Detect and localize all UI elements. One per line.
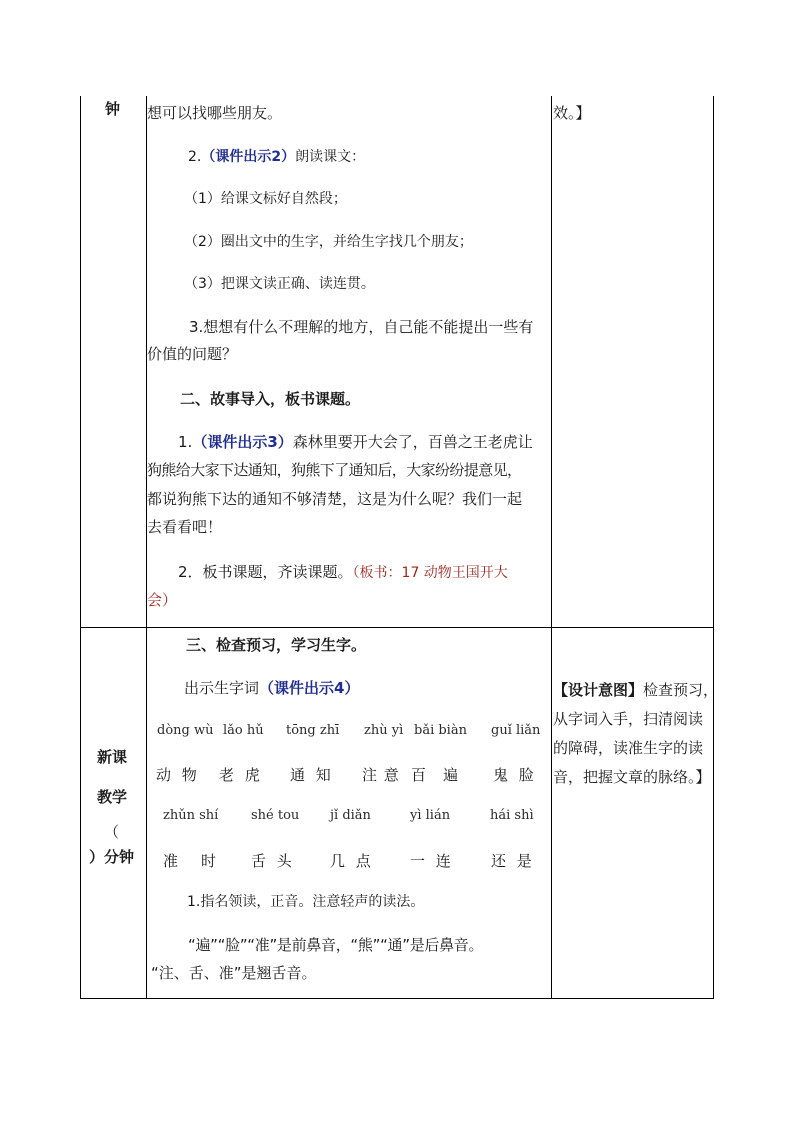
line-7: 价值的问题？ xyxy=(147,345,238,363)
pinyin-1-4: zhù yì xyxy=(364,723,404,738)
para-2-board-a: （板书：17 动物王国开大 xyxy=(352,565,508,581)
pinyin-1-5: bǎi biàn xyxy=(414,723,467,738)
vline-col1 xyxy=(146,96,147,999)
line-1: 想可以找哪些朋友。 xyxy=(147,104,283,122)
heading-2: 二、故事导入，板书课题。 xyxy=(180,390,361,408)
para-2-line-1 xyxy=(178,562,508,583)
pinyin-2-5: hái shì xyxy=(490,808,534,823)
pinyin-2-3: jǐ diǎn xyxy=(330,808,371,823)
para-1-tag: （课件出示3） xyxy=(192,433,293,451)
design-intent-line-2: 从字词入手，扫清阅读 xyxy=(553,710,704,728)
note-2-line-1: “遍”“脸”“准”是前鼻音，“熊”“通”是后鼻音。 xyxy=(188,936,484,954)
design-intent-tag: 【设计意图】 xyxy=(553,681,644,699)
line-2 xyxy=(188,147,365,167)
hanzi-1-3: 通 知 xyxy=(290,766,331,784)
pinyin-2-2: shé tou xyxy=(251,808,300,823)
pinyin-1-2: lǎo hǔ xyxy=(223,723,264,738)
right-cell-text: 效。】 xyxy=(553,104,591,122)
hanzi-1-1: 动 物 xyxy=(156,766,197,784)
pinyin-1-3: tōng zhī xyxy=(286,723,340,738)
hanzi-1-5: 百 xyxy=(411,766,427,784)
words-label: 出示生字词 xyxy=(184,679,260,697)
hanzi-2-3: 舌 头 xyxy=(251,852,292,870)
hanzi-2-2: 时 xyxy=(201,852,217,870)
hanzi-2-5: 一 连 xyxy=(410,852,451,870)
line-5: （3）把课文读正确、读连贯。 xyxy=(184,276,375,292)
line-6: 3.想想有什么不理解的地方，自己能不能提出一些有 xyxy=(189,318,534,336)
left-cell-d: ）分钟 xyxy=(89,848,135,866)
para-1-line-2: 狗熊给大家下达通知，狗熊下了通知后，大家纷纷提意见， xyxy=(147,461,522,479)
hanzi-1-4: 注 意 xyxy=(362,766,399,784)
para-2-board-b: 会） xyxy=(147,591,178,609)
line-2-num: 2. xyxy=(188,149,202,165)
line-2-tag: （课件出示2） xyxy=(201,149,296,165)
para-1-text-a: 森林里要开大会了，百兽之王老虎让 xyxy=(292,433,533,451)
pinyin-2-1: zhǔn shí xyxy=(163,808,219,823)
hline-bottom xyxy=(80,998,714,999)
hanzi-2-6: 还 是 xyxy=(491,852,532,870)
vline-left-outer-top xyxy=(80,96,81,628)
hanzi-2-1: 准 xyxy=(163,852,179,870)
words-tag: （课件出示4） xyxy=(259,679,360,697)
note-1: 1.指名领读，正音。注意轻声的读法。 xyxy=(187,894,425,910)
hline-row-divider xyxy=(80,627,714,628)
para-1-num: 1. xyxy=(178,433,193,451)
pinyin-1-1: dòng wù xyxy=(157,723,214,738)
hanzi-2-4: 几 点 xyxy=(330,852,371,870)
hanzi-1-2: 老 虎 xyxy=(219,766,260,784)
pinyin-2-4: yì lián xyxy=(410,808,451,823)
design-intent-a: 检查预习， xyxy=(643,681,719,699)
para-1-line-4: 去看看吧！ xyxy=(147,518,223,536)
design-intent-line-1 xyxy=(553,680,718,700)
left-cell-b: 教学 xyxy=(97,788,128,806)
hanzi-1-7: 鬼 脸 xyxy=(493,766,534,784)
line-3: （1）给课文标好自然段； xyxy=(184,191,347,207)
para-1-line-1 xyxy=(178,432,533,452)
note-2-line-2: “注、舌、准”是翘舌音。 xyxy=(151,964,317,982)
left-cell-char: 钟 xyxy=(105,100,121,118)
design-intent-line-4: 音，把握文章的脉络。】 xyxy=(553,768,711,786)
pinyin-1-6: guǐ liǎn xyxy=(491,723,541,738)
line-4: （2）圈出文中的生字，并给生字找几个朋友； xyxy=(184,234,473,250)
vline-left-outer-bottom xyxy=(80,628,81,999)
vline-right-outer xyxy=(713,96,714,999)
design-intent-line-3: 的障碍，读准生字的读 xyxy=(553,739,704,757)
line-2-rest: 朗读课文： xyxy=(295,149,366,165)
heading-3: 三、检查预习，学习生字。 xyxy=(186,636,367,654)
left-cell-c: （ xyxy=(104,823,120,841)
hanzi-1-6: 遍 xyxy=(443,766,459,784)
words-line xyxy=(184,678,359,698)
vline-col2 xyxy=(551,96,552,999)
para-1-line-3: 都说狗熊下达的通知不够清楚，这是为什么呢？我们一起 xyxy=(147,490,523,508)
left-cell-a: 新课 xyxy=(97,748,128,766)
para-2-text: 2．板书课题，齐读课题。 xyxy=(178,563,353,581)
